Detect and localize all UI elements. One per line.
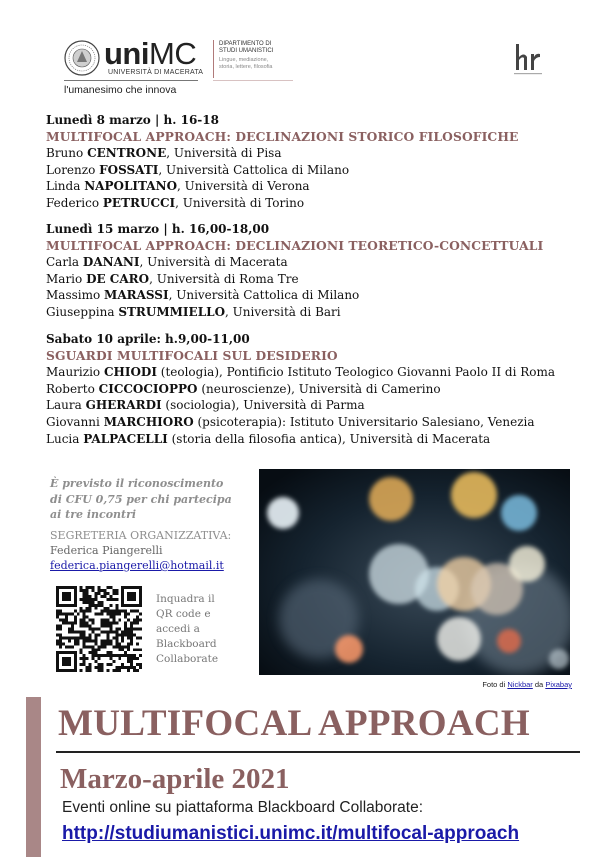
speaker-affiliation: (psicoterapia): Istituto Universitario Salesiano, Venezia	[193, 414, 535, 429]
speaker-first-name: Giuseppina	[46, 304, 115, 319]
hr-logo-icon	[510, 42, 546, 78]
logo-uni: uni	[104, 36, 149, 71]
university-seal-icon	[64, 40, 100, 76]
speaker-last-name: FOSSATI	[99, 162, 159, 177]
session	[46, 331, 555, 447]
speaker-last-name: MARCHIORO	[103, 414, 194, 429]
department-bar	[213, 40, 214, 78]
speaker	[46, 162, 519, 179]
logo-mc: MC	[149, 36, 197, 71]
session	[46, 112, 519, 212]
speaker-affiliation: , Università di Torino	[175, 195, 305, 210]
credit-author-link[interactable]: Nickbar	[507, 680, 533, 689]
photo-credit	[400, 680, 572, 689]
qr-line: accedi a	[156, 623, 200, 635]
events-text: Eventi online su piattaforma Blackboard Collaborate:	[62, 799, 424, 816]
speaker-first-name: Lorenzo	[46, 162, 96, 177]
speaker-first-name: Mario	[46, 271, 83, 286]
credit-prefix: Foto di	[482, 680, 508, 689]
speaker-first-name: Giovanni	[46, 414, 100, 429]
qr-line: QR code e	[156, 608, 211, 620]
speaker-first-name: Lucia	[46, 431, 80, 446]
speaker-last-name: NAPOLITANO	[84, 179, 178, 194]
qr-instructions	[156, 592, 236, 667]
session-title: MULTIFOCAL APPROACH: DECLINAZIONI STORICO FILOSOFICHE	[46, 128, 519, 144]
speaker-first-name: Federico	[46, 195, 100, 210]
speaker-affiliation: , Università di Bari	[225, 304, 341, 319]
speaker-last-name: GHERARDI	[85, 398, 162, 413]
speaker	[46, 381, 555, 398]
department-underline	[213, 80, 293, 81]
speaker	[46, 414, 555, 431]
qr-line: Inquadra il	[156, 593, 215, 605]
speaker-affiliation: , Università Cattolica di Milano	[168, 288, 360, 303]
speaker	[46, 304, 543, 321]
session	[46, 221, 543, 321]
qr-line: Blackboard	[156, 638, 217, 650]
speaker	[46, 271, 543, 288]
title-divider	[56, 751, 580, 753]
speaker	[46, 178, 519, 195]
main-title: MULTIFOCAL APPROACH	[58, 703, 531, 744]
cfu-line: di CFU 0,75 per chi partecipa	[50, 492, 232, 506]
speaker-affiliation: (sociologia), Università di Parma	[161, 398, 365, 413]
speaker-first-name: Linda	[46, 179, 81, 194]
speaker-affiliation: (teologia), Pontificio Istituto Teologico Giovanni Paolo II di Roma	[156, 365, 556, 380]
period: Marzo-aprile 2021	[60, 763, 290, 795]
speaker-first-name: Carla	[46, 255, 80, 270]
department-line-1: DIPARTIMENTO DI	[219, 41, 272, 47]
cfu-line: ai tre incontri	[50, 508, 137, 521]
department-line-4: storia, lettere, filosofia	[219, 64, 273, 70]
speaker-last-name: CENTRONE	[87, 146, 167, 161]
speaker-affiliation: (storia della filosofia antica), Università di Macerata	[167, 431, 491, 446]
decorative-band	[26, 697, 41, 857]
speaker-last-name: DE CARO	[86, 271, 150, 286]
segreteria-label: SEGRETERIA ORGANIZZATIVA:	[50, 529, 232, 542]
session-date: Lunedì 8 marzo | h. 16-18	[46, 113, 219, 127]
speaker-last-name: DANANI	[82, 255, 140, 270]
speaker-last-name: CICCOCIOPPO	[98, 381, 198, 396]
speaker-first-name: Roberto	[46, 381, 95, 396]
credit-middle: da	[532, 680, 546, 689]
speaker	[46, 195, 519, 212]
speaker-affiliation: (neuroscienze), Università di Camerino	[197, 381, 441, 396]
speaker-first-name: Maurizio	[46, 365, 101, 380]
speaker-affiliation: , Università di Roma Tre	[149, 271, 299, 286]
logo-divider	[64, 80, 198, 81]
session-title: SGUARDI MULTIFOCALI SUL DESIDERIO	[46, 347, 338, 363]
speaker-first-name: Laura	[46, 398, 82, 413]
speaker-affiliation: , Università di Verona	[177, 179, 310, 194]
department-line-3: Lingue, mediazione,	[219, 57, 269, 63]
segreteria-name: Federica Piangerelli	[50, 544, 163, 557]
speaker	[46, 364, 555, 381]
speaker-first-name: Massimo	[46, 288, 101, 303]
speaker-first-name: Bruno	[46, 146, 84, 161]
speaker	[46, 397, 555, 414]
website-link[interactable]: http://studiumanistici.unimc.it/multifocal-approach	[62, 823, 520, 844]
cfu-line: È previsto il riconoscimento	[50, 477, 224, 490]
speaker-affiliation: , Università di Macerata	[139, 255, 288, 270]
cfu-notice	[50, 476, 250, 523]
qr-line: Collaborate	[156, 653, 219, 665]
speaker	[46, 145, 519, 162]
speaker-last-name: STRUMMIELLO	[118, 304, 226, 319]
department-subtitle	[219, 57, 273, 71]
university-name: UNIVERSITÀ DI MACERATA	[108, 69, 204, 76]
segreteria-email-link[interactable]: federica.piangerelli@hotmail.it	[50, 559, 224, 572]
bokeh-photo	[259, 469, 570, 675]
session-title: MULTIFOCAL APPROACH: DECLINAZIONI TEORETICO-CONCETTUALI	[46, 237, 544, 253]
segreteria	[50, 528, 231, 573]
tagline: l'umanesimo che innova	[64, 84, 177, 96]
session-date: Sabato 10 aprile: h.9,00-11,00	[46, 332, 250, 346]
speaker-affiliation: , Università Cattolica di Milano	[158, 162, 350, 177]
credit-source-link[interactable]: Pixabay	[545, 680, 572, 689]
department-heading	[219, 41, 273, 55]
speaker	[46, 287, 543, 304]
speaker-last-name: MARASSI	[104, 288, 169, 303]
speaker-affiliation: , Università di Pisa	[166, 146, 282, 161]
session-date: Lunedì 15 marzo | h. 16,00-18,00	[46, 222, 270, 236]
speaker	[46, 431, 555, 448]
speaker-last-name: PETRUCCI	[102, 195, 176, 210]
speaker-last-name: PALPACELLI	[83, 431, 168, 446]
university-logo	[104, 38, 196, 69]
department-line-2: STUDI UMANISTICI	[219, 48, 274, 54]
speaker-last-name: CHIODI	[103, 365, 157, 380]
speaker	[46, 254, 543, 271]
qr-code-icon[interactable]	[56, 586, 142, 672]
